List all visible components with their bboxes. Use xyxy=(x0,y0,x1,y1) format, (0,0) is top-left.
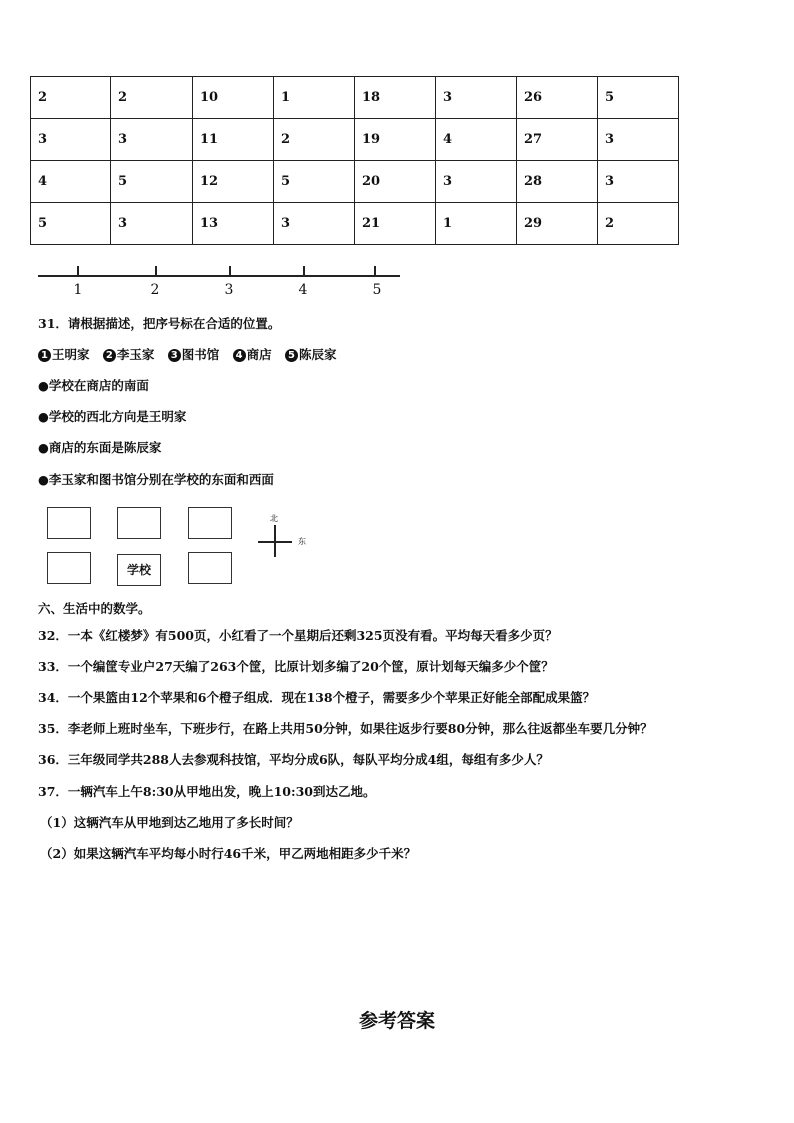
tick-label: 4 xyxy=(298,282,308,298)
tick xyxy=(229,266,231,277)
question-33: 33．一个编筐专业户27天编了263个筐，比原计划多编了20个筐，原计划每天编多少个筐？ xyxy=(38,659,554,674)
table-cell: 3 xyxy=(598,119,679,161)
answer-title: 参考答案 xyxy=(358,1010,435,1032)
option-text: 王明家 xyxy=(52,347,90,362)
table-cell: 13 xyxy=(193,203,274,245)
table-cell: 5 xyxy=(274,161,355,203)
q31-options xyxy=(38,346,346,364)
table-row xyxy=(31,77,679,119)
table-row xyxy=(31,203,679,245)
table-cell: 12 xyxy=(193,161,274,203)
tick xyxy=(155,266,157,277)
clue: ●李玉家和图书馆分别在学校的东面和西面 xyxy=(38,472,274,487)
table-cell: 4 xyxy=(436,119,517,161)
table-cell: 3 xyxy=(274,203,355,245)
table-cell: 18 xyxy=(355,77,436,119)
table-cell: 3 xyxy=(436,161,517,203)
table-cell: 3 xyxy=(436,77,517,119)
tick-label: 2 xyxy=(150,282,160,298)
option-text: 商店 xyxy=(246,347,272,362)
option-text: 李玉家 xyxy=(116,347,155,362)
map-box xyxy=(188,552,232,584)
compass-north-label: 北 xyxy=(270,514,278,523)
map-box xyxy=(47,507,91,539)
table-cell: 3 xyxy=(31,119,111,161)
tick-label: 1 xyxy=(73,282,83,298)
compass-east-label: 东 xyxy=(298,537,306,546)
clue: ●学校在商店的南面 xyxy=(38,378,149,393)
question-34: 34．一个果篮由12个苹果和6个橙子组成．现在138个橙子，需要多少个苹果正好能全部配成果篮？ xyxy=(38,690,596,705)
table-cell: 26 xyxy=(517,77,598,119)
table-cell: 4 xyxy=(31,161,111,203)
table-cell: 2 xyxy=(31,77,111,119)
option-text: 陈辰家 xyxy=(299,347,337,362)
table-row xyxy=(31,161,679,203)
table-row xyxy=(31,119,679,161)
option-number: 2 xyxy=(103,349,116,362)
map-box xyxy=(188,507,232,539)
option-item xyxy=(233,347,272,362)
table-cell: 21 xyxy=(355,203,436,245)
tick-label: 3 xyxy=(224,282,234,298)
question-37: 37．一辆汽车上午8:30从甲地出发，晚上10:30到达乙地。 xyxy=(38,784,376,799)
option-item xyxy=(38,347,90,362)
option-number: 5 xyxy=(285,349,298,362)
table-cell: 5 xyxy=(111,161,193,203)
table-cell: 5 xyxy=(31,203,111,245)
option-number: 3 xyxy=(168,349,181,362)
option-item xyxy=(285,347,337,362)
option-item xyxy=(168,347,220,362)
table-cell: 19 xyxy=(355,119,436,161)
map-box xyxy=(47,552,91,584)
map-box xyxy=(117,507,161,539)
table-cell: 20 xyxy=(355,161,436,203)
table-cell: 1 xyxy=(274,77,355,119)
tick-label: 5 xyxy=(372,282,382,298)
table-cell: 1 xyxy=(436,203,517,245)
compass xyxy=(256,513,316,563)
question-36: 36．三年级同学共288人去参观科技馆，平均分成6队，每队平均分成4组，每组有多少人？ xyxy=(38,752,549,767)
section-title: 六、生活中的数学。 xyxy=(38,601,151,616)
clue: ●商店的东面是陈辰家 xyxy=(38,440,162,455)
q31-title: 31．请根据描述，把序号标在合适的位置。 xyxy=(38,316,281,331)
table-cell: 11 xyxy=(193,119,274,161)
question-35: 35．李老师上班时坐车，下班步行，在路上共用50分钟，如果往返步行要80分钟，那么往返都坐车要几分钟？ xyxy=(38,721,653,736)
table-cell: 3 xyxy=(111,203,193,245)
tick xyxy=(374,266,376,277)
option-number: 1 xyxy=(38,349,51,362)
table-cell: 2 xyxy=(598,203,679,245)
table-cell: 2 xyxy=(111,77,193,119)
question-37-part-1: （1）这辆汽车从甲地到达乙地用了多长时间？ xyxy=(40,815,299,830)
option-text: 图书馆 xyxy=(181,347,220,362)
tick xyxy=(303,266,305,277)
option-item xyxy=(103,347,155,362)
table-cell: 28 xyxy=(517,161,598,203)
table-cell: 3 xyxy=(598,161,679,203)
clue: ●学校的西北方向是王明家 xyxy=(38,409,187,424)
table-cell: 3 xyxy=(111,119,193,161)
score-table xyxy=(30,76,679,245)
option-number: 4 xyxy=(233,349,246,362)
number-line-axis xyxy=(38,275,400,277)
table-cell: 5 xyxy=(598,77,679,119)
school-box: 学校 xyxy=(117,554,161,586)
table-cell: 29 xyxy=(517,203,598,245)
question-32: 32．一本《红楼梦》有500页，小红看了一个星期后还剩325页没有看。平均每天看多少页？ xyxy=(38,628,558,643)
tick xyxy=(77,266,79,277)
table-cell: 27 xyxy=(517,119,598,161)
number-line xyxy=(38,262,402,300)
question-37-part-2: （2）如果这辆汽车平均每小时行46千米，甲乙两地相距多少千米？ xyxy=(40,846,417,861)
compass-horizontal xyxy=(258,541,292,543)
table-cell: 2 xyxy=(274,119,355,161)
table-cell: 10 xyxy=(193,77,274,119)
